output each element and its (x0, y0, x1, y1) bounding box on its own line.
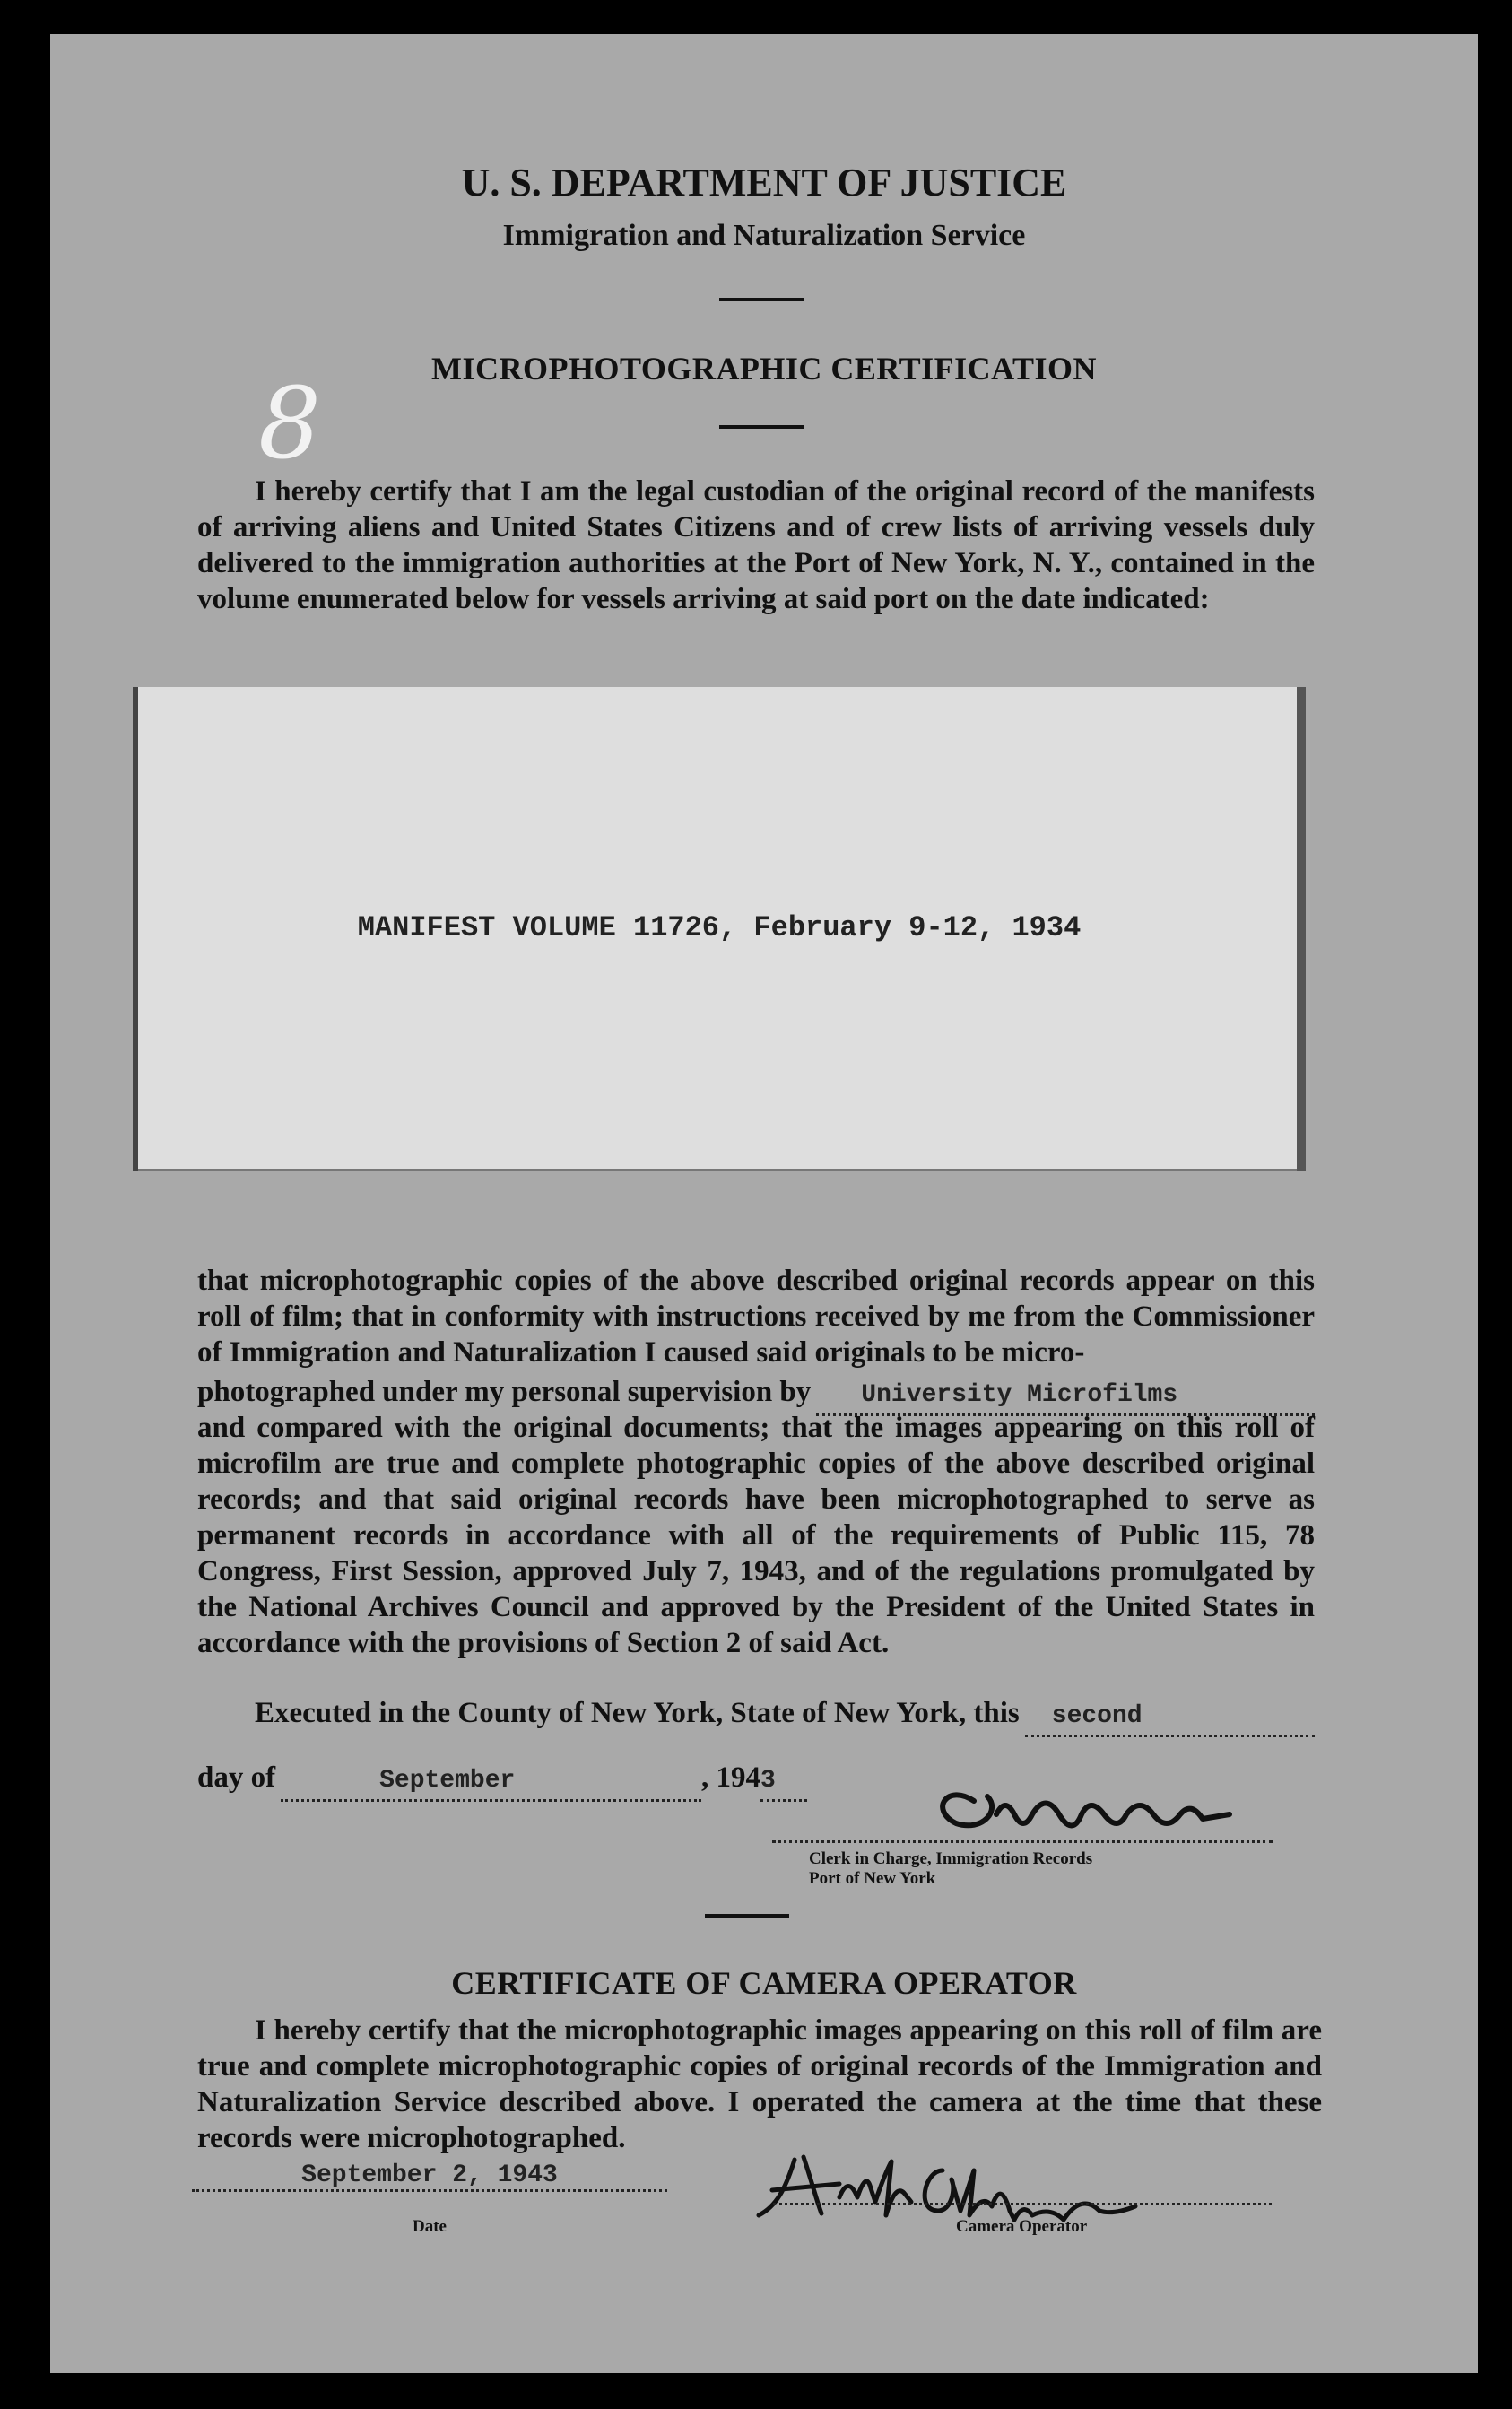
department-title: U. S. DEPARTMENT OF JUSTICE (461, 161, 1067, 204)
year-prefix: , 194 (701, 1761, 760, 1794)
day-of-line (197, 1760, 807, 1802)
photographed-prefix: photographed under my personal supervision by (197, 1376, 812, 1408)
camera-operator-label: Camera Operator (956, 2217, 1088, 2236)
body-paragraph-2: and compared with the original documents; that the images appearing on this roll of microfilm are true and complete photographic copies of the above described original records; and that said original records have been microphotographed to serve as permanent records in accordance with all of the requirements of Public 115, 78 Congress, First Session, approved July 7, 1943, and of the regulations promulgated by the National Archives Council and approved by the President of the United States in accordance with the provisions of Section 2 of said Act. (197, 1412, 1315, 1659)
certificate-page (50, 34, 1478, 2373)
handwritten-mark: 8 (258, 366, 321, 481)
executed-line (197, 1695, 1315, 1737)
divider (719, 425, 804, 429)
executed-day: second (1025, 1699, 1315, 1737)
clerk-title (809, 1849, 1092, 1889)
volume-label: MANIFEST VOLUME 11726, February 9-12, 1934 (357, 911, 1082, 944)
camera-operator-signature (741, 2144, 1315, 2224)
certification-heading: MICROPHOTOGRAPHIC CERTIFICATION (431, 351, 1097, 387)
executed-prefix: Executed in the County of New York, State of New York, this (255, 1697, 1020, 1729)
clerk-title-line2: Port of New York (809, 1869, 936, 1888)
camera-operator-line (773, 2203, 1272, 2205)
service-subtitle: Immigration and Naturalization Service (502, 219, 1026, 252)
month-value: September (281, 1763, 701, 1802)
camera-body: I hereby certify that the microphotographic images appearing on this roll of film are true and complete microphotographic copies of original records of the Immigration and Naturalization Service described above. I operated the camera at the time that these records were microphotographed. (197, 2014, 1322, 2154)
divider (719, 298, 804, 301)
clerk-signature (911, 1774, 1333, 1846)
intro-paragraph: I hereby certify that I am the legal custodian of the original record of the manifests of arriving aliens and United States Citizens and of crew lists of arriving vessels duly delivered to the immigration authorities at the Port of New York, N. Y., contained in the volume enumerated below for vessels arriving at said port on the date indicated: (197, 475, 1315, 615)
body-paragraph-1: that microphotographic copies of the above described original records appear on this roll of film; that in conformity with instructions received by me from the Commissioner of Immigration and Naturalization I caused said originals to be micro- (197, 1265, 1315, 1369)
camera-date-value: September 2, 1943 (192, 2161, 667, 2192)
year-digit: 3 (760, 1763, 807, 1802)
camera-date-label: Date (413, 2217, 447, 2236)
day-of-label: day of (197, 1761, 276, 1794)
clerk-signature-line (772, 1840, 1273, 1843)
camera-heading: CERTIFICATE OF CAMERA OPERATOR (451, 1965, 1077, 2001)
divider (705, 1914, 789, 1918)
photographer-value: University Microfilms (816, 1378, 1315, 1416)
clerk-title-line1: Clerk in Charge, Immigration Records (809, 1849, 1093, 1868)
volume-label-box (133, 687, 1306, 1171)
